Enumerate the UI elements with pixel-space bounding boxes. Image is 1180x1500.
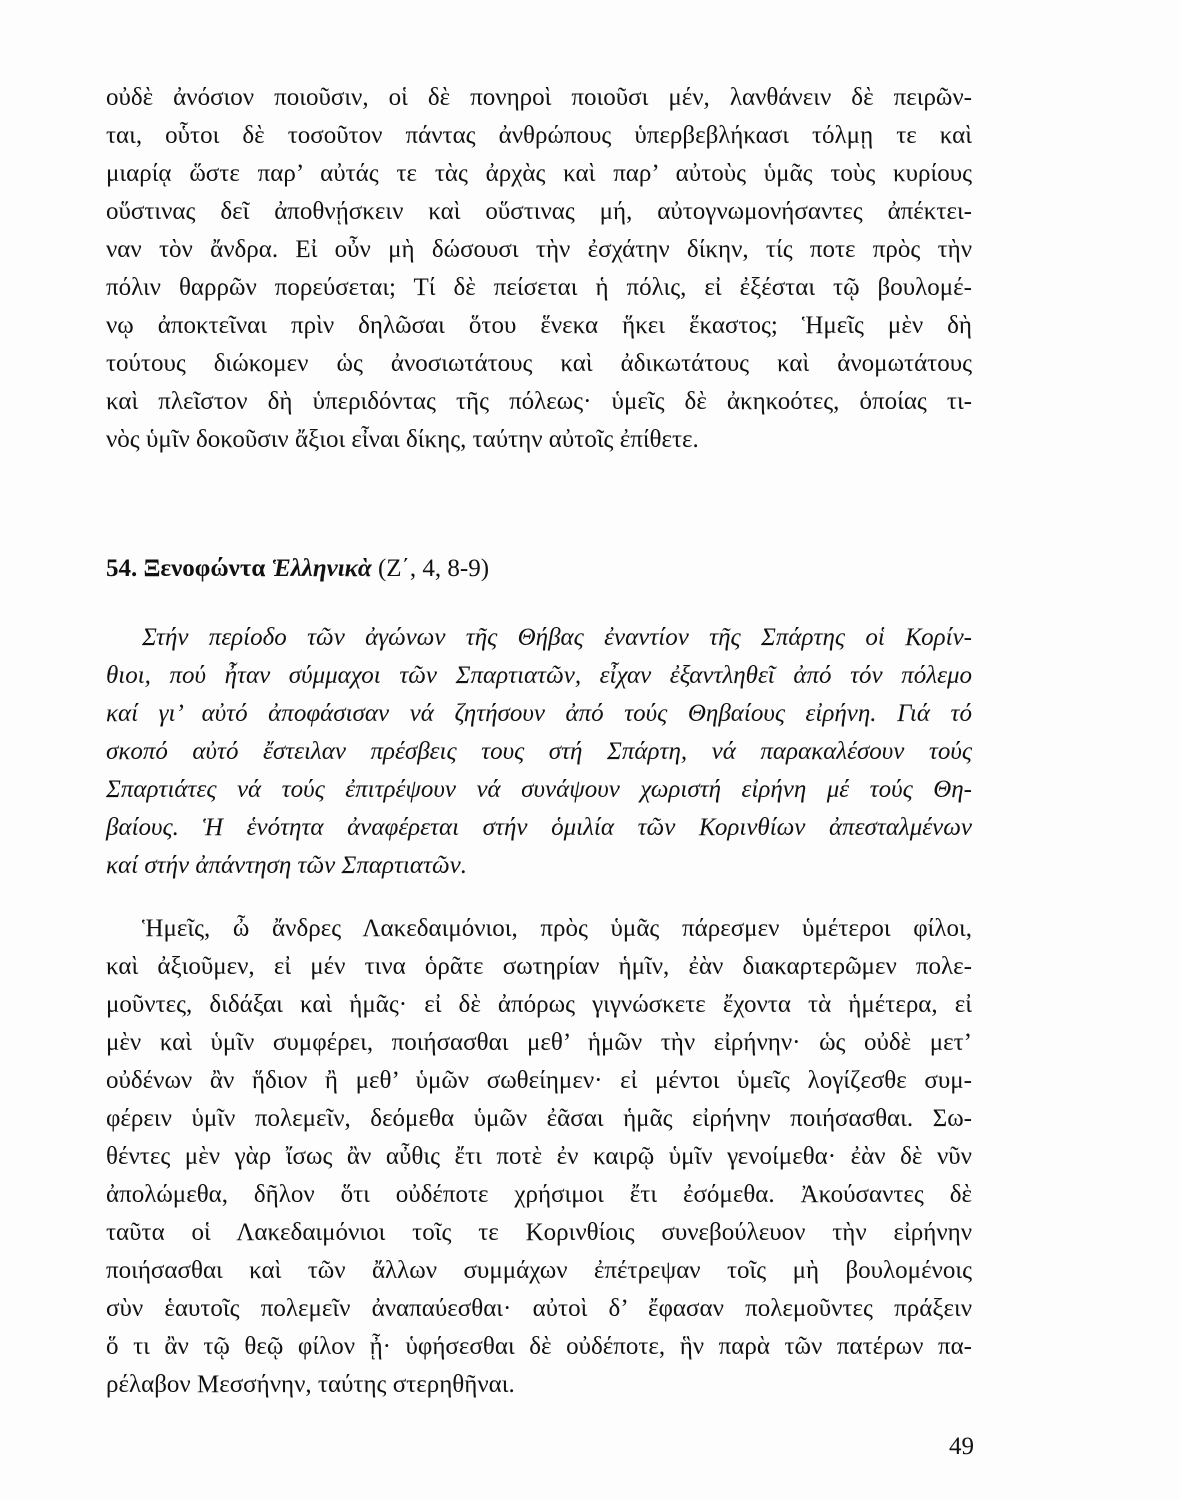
text-line: οὐδὲ ἀνόσιον ποιοῦσιν, οἱ δὲ πονηροὶ ποιοῦσι μέν, λανθάνειν δὲ πειρῶν- bbox=[106, 84, 972, 111]
section-reference: (Ζ΄, 4, 8-9) bbox=[377, 555, 490, 582]
text-line: οὕστινας δεῖ ἀποθνῄσκειν καὶ οὕστινας μή, αὐτογνωμονήσαντες ἀπέκτει- bbox=[106, 198, 972, 225]
section-heading bbox=[106, 550, 489, 588]
text-line: θέντες μὲν γὰρ ἴσως ἂν αὖθις ἔτι ποτὲ ἐν καιρῷ ὑμῖν γενοίμεθα· ἐὰν δὲ νῦν bbox=[106, 1143, 972, 1170]
text-line: ἀπολώμεθα, δῆλον ὅτι οὐδέποτε χρήσιμοι ἔτι ἐσόμεθα. Ἀκούσαντες δὲ bbox=[106, 1181, 972, 1208]
text-line: οὐδένων ἂν ἥδιον ἢ μεθ’ ὑμῶν σωθείημεν· εἰ μέντοι ὑμεῖς λογίζεσθε συμ- bbox=[106, 1067, 972, 1094]
intro-line: καί στήν ἀπάντηση τῶν Σπαρτιατῶν. bbox=[106, 852, 467, 879]
text-line: ὅ τι ἂν τῷ θεῷ φίλον ᾖ· ὑφήσεσθαι δὲ οὐδέποτε, ἣν παρὰ τῶν πατέρων πα- bbox=[106, 1333, 972, 1360]
section-introduction bbox=[106, 619, 972, 885]
text-line: μὲν καὶ ὑμῖν συμφέρει, ποιήσασθαι μεθ’ ἡμῶν τὴν εἰρήνην· ὡς οὐδὲ μετ’ bbox=[106, 1029, 972, 1056]
text-line: νῳ ἀποκτεῖναι πρὶν δηλῶσαι ὅτου ἕνεκα ἥκει ἕκαστος; Ἡμεῖς μὲν δὴ bbox=[106, 312, 972, 339]
page-number: 49 bbox=[949, 1433, 974, 1460]
section-number-author: 54. Ξενοφώντα bbox=[106, 555, 266, 582]
intro-line: καί γι’ αὐτό ἀποφάσισαν νά ζητήσουν ἀπό τούς Θηβαίους εἰρήνη. Γιά τό bbox=[106, 700, 972, 727]
passage-54-text bbox=[106, 910, 972, 1404]
section-work-title: Ἑλληνικὰ bbox=[271, 555, 372, 582]
text-line: ποιήσασθαι καὶ τῶν ἄλλων συμμάχων ἐπέτρεψαν τοῖς μὴ βουλομένοις bbox=[106, 1257, 972, 1284]
text-line: μιαρίᾳ ὥστε παρ’ αὐτάς τε τὰς ἀρχὰς καὶ παρ’ αὐτοὺς ὑμᾶς τοὺς κυρίους bbox=[106, 160, 972, 187]
text-line: ρέλαβον Μεσσήνην, ταύτης στερηθῆναι. bbox=[106, 1371, 515, 1398]
intro-line: Στήν περίοδο τῶν ἀγώνων τῆς Θήβας ἐναντίον τῆς Σπάρτης οἱ Κορίν- bbox=[142, 624, 972, 651]
text-line: μοῦντες, διδάξαι καὶ ἡμᾶς· εἰ δὲ ἀπόρως γιγνώσκετε ἔχοντα τὰ ἡμέτερα, εἰ bbox=[106, 991, 972, 1018]
text-line: πόλιν θαρρῶν πορεύσεται; Τί δὲ πείσεται ἡ πόλις, εἰ ἐξέσται τῷ βουλομέ- bbox=[106, 274, 972, 301]
passage-53-text bbox=[106, 79, 972, 459]
text-line: νὸς ὑμῖν δοκοῦσιν ἄξιοι εἶναι δίκης, ταύτην αὐτοῖς ἐπίθετε. bbox=[106, 426, 699, 453]
text-line: ται, οὗτοι δὲ τοσοῦτον πάντας ἀνθρώπους ὑπερβεβλήκασι τόλμῃ τε καὶ bbox=[106, 122, 972, 149]
intro-line: σκοπό αὐτό ἔστειλαν πρέσβεις τους στή Σπάρτη, νά παρακαλέσουν τούς bbox=[106, 738, 972, 765]
intro-line: Σπαρτιάτες νά τούς ἐπιτρέψουν νά συνάψουν χωριστή εἰρήνη μέ τούς Θη- bbox=[106, 776, 972, 803]
text-line: Ἡμεῖς, ὦ ἄνδρες Λακεδαιμόνιοι, πρὸς ὑμᾶς πάρεσμεν ὑμέτεροι φίλοι, bbox=[142, 915, 972, 942]
text-line: καὶ ἀξιοῦμεν, εἰ μέν τινα ὁρᾶτε σωτηρίαν ἡμῖν, ἐὰν διακαρτερῶμεν πολε- bbox=[106, 953, 972, 980]
text-line: ταῦτα οἱ Λακεδαιμόνιοι τοῖς τε Κορινθίοις συνεβούλευον τὴν εἰρήνην bbox=[106, 1219, 972, 1246]
intro-line: θιοι, πού ἦταν σύμμαχοι τῶν Σπαρτιατῶν, εἶχαν ἐξαντληθεῖ ἀπό τόν πόλεμο bbox=[106, 662, 972, 689]
intro-line: βαίους. Ἡ ἑνότητα ἀναφέρεται στήν ὁμιλία τῶν Κορινθίων ἀπεσταλμένων bbox=[106, 814, 972, 841]
text-line: τούτους διώκομεν ὡς ἀνοσιωτάτους καὶ ἀδικωτάτους καὶ ἀνομωτάτους bbox=[106, 350, 972, 377]
text-line: ναν τὸν ἄνδρα. Εἰ οὖν μὴ δώσουσι τὴν ἐσχάτην δίκην, τίς ποτε πρὸς τὴν bbox=[106, 236, 972, 263]
text-line: σὺν ἑαυτοῖς πολεμεῖν ἀναπαύεσθαι· αὐτοὶ δ’ ἔφασαν πολεμοῦντες πράξειν bbox=[106, 1295, 972, 1322]
text-line: καὶ πλεῖστον δὴ ὑπεριδόντας τῆς πόλεως· ὑμεῖς δὲ ἀκηκοότες, ὁποίας τι- bbox=[106, 388, 972, 415]
text-line: φέρειν ὑμῖν πολεμεῖν, δεόμεθα ὑμῶν ἐᾶσαι ἡμᾶς εἰρήνην ποιήσασθαι. Σω- bbox=[106, 1105, 972, 1132]
